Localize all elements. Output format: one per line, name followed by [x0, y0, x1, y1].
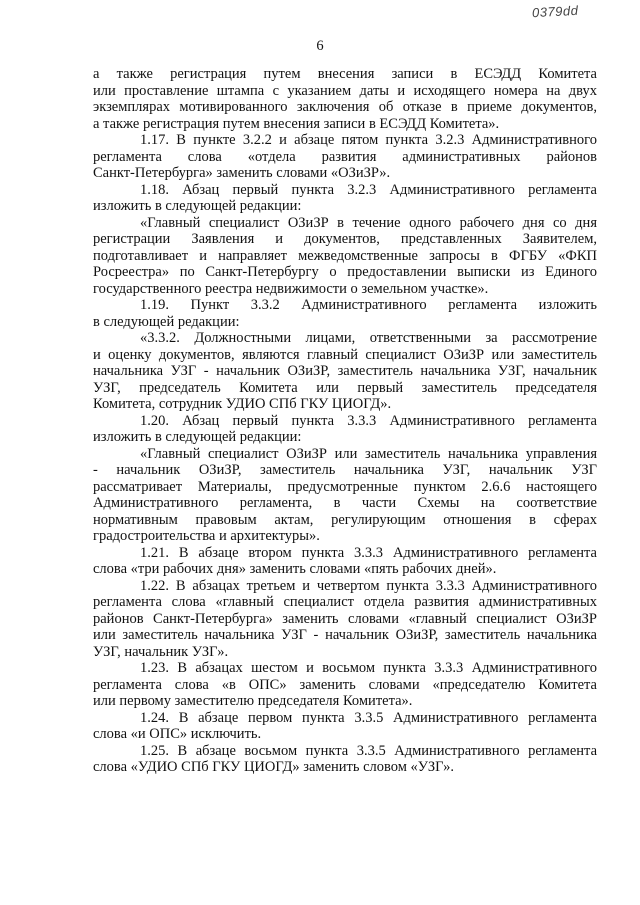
text-line: и оценку документов, являются главный специалист ОЗиЗР или заместитель	[93, 346, 597, 363]
text-line: начальника УЗГ - начальник ОЗиЗР, заместитель начальника УЗГ, начальник	[93, 363, 597, 379]
text-line: изложить в следующей редакции:	[93, 198, 302, 214]
text-line: 1.17. В пункте 3.2.2 и абзаце пятом пункта 3.2.3 Административного	[140, 132, 597, 148]
document-body	[93, 66, 597, 776]
text-line: слова «три рабочих дня» заменить словами «пять рабочих дней».	[93, 561, 497, 577]
text-line: Административного регламента, в части Схемы на соответствие	[93, 495, 597, 511]
text-line: 1.25. В абзаце восьмом пункта 3.3.5 Административного регламента	[140, 742, 597, 759]
text-line: Росреестра» по Санкт-Петербургу о предоставлении выписки из Единого	[93, 264, 597, 280]
text-line: УЗГ, председатель Комитета или первый заместитель председателя	[93, 379, 597, 396]
text-line: «Главный специалист ОЗиЗР или заместитель начальника управления	[140, 445, 597, 462]
text-line: изложить в следующей редакции:	[93, 429, 302, 445]
text-line: «Главный специалист ОЗиЗР в течение одного рабочего дня со дня	[140, 214, 597, 231]
text-line: 1.18. Абзац первый пункта 3.2.3 Административного регламента	[140, 181, 597, 198]
text-line: - начальник ОЗиЗР, заместитель начальника УЗГ, начальник УЗГ	[93, 462, 597, 478]
text-line: в следующей редакции:	[93, 313, 240, 330]
text-line: 1.20. Абзац первый пункта 3.3.3 Административного регламента	[140, 412, 597, 429]
text-line: 1.22. В абзацах третьем и четвертом пункта 3.3.3 Административного	[140, 577, 597, 594]
text-line: 1.24. В абзаце первом пункта 3.3.5 Административного регламента	[140, 709, 597, 726]
text-line: а также регистрация путем внесения записи в ЕСЭДД Комитета».	[93, 115, 500, 132]
text-line: «3.3.2. Должностными лицами, ответственными за рассмотрение	[140, 330, 597, 346]
text-line: государственного реестра недвижимости о земельном участке».	[93, 280, 489, 297]
page-number: 6	[316, 38, 324, 54]
text-line: а также регистрация путем внесения записи в ЕСЭДД Комитета	[93, 66, 597, 82]
text-line: регистрации Заявления и документов, представленных Заявителем,	[93, 231, 597, 247]
text-line: слова «УДИО СПб ГКУ ЦИОГД» заменить словом «УЗГ».	[93, 759, 455, 775]
text-line: регламента слова «отдела развития административных районов	[93, 148, 597, 165]
text-line: подготавливает и направляет межведомственные запросы в ФГБУ «ФКП	[93, 247, 597, 264]
text-line: 1.21. В абзаце втором пункта 3.3.3 Административного регламента	[140, 544, 597, 561]
text-line: или проставление штампа с указанием даты и исходящего номера на двух	[93, 82, 597, 99]
text-line: или первому заместителю председателя Комитета».	[93, 693, 413, 709]
text-line: рассматривает Материалы, предусмотренные пунктом 2.6.6 настоящего	[93, 478, 597, 495]
text-line: Комитета, сотрудник УДИО СПб ГКУ ЦИОГД».	[93, 396, 392, 412]
text-line: или заместитель начальника УЗГ - начальник ОЗиЗР, заместитель начальника	[93, 627, 597, 643]
handwritten-number-stamp: 0379dd	[531, 2, 579, 21]
text-line: нормативным правовым актам, регулирующим отношения в сферах	[93, 511, 597, 528]
text-line: слова «и ОПС» исключить.	[93, 726, 262, 742]
text-line: районов Санкт-Петербурга» заменить словами «главный специалист ОЗиЗР	[93, 610, 597, 627]
text-line: Санкт-Петербурга» заменить словами «ОЗиЗР».	[93, 165, 391, 181]
text-line: 1.23. В абзацах шестом и восьмом пункта 3.3.3 Административного	[140, 660, 597, 676]
text-line: УЗГ, начальник УЗГ».	[93, 643, 229, 660]
text-line: регламента слова «главный специалист отдела развития административных	[93, 594, 597, 610]
text-line: регламента слова «в ОПС» заменить словами «председателю Комитета	[93, 676, 597, 693]
text-line: экземплярах мотивированного заключения об отказе в приеме документов,	[93, 99, 597, 115]
text-line: 1.19. Пункт 3.3.2 Административного регламента изложить	[140, 297, 597, 313]
text-line: градостроительства и архитектуры».	[93, 528, 320, 544]
